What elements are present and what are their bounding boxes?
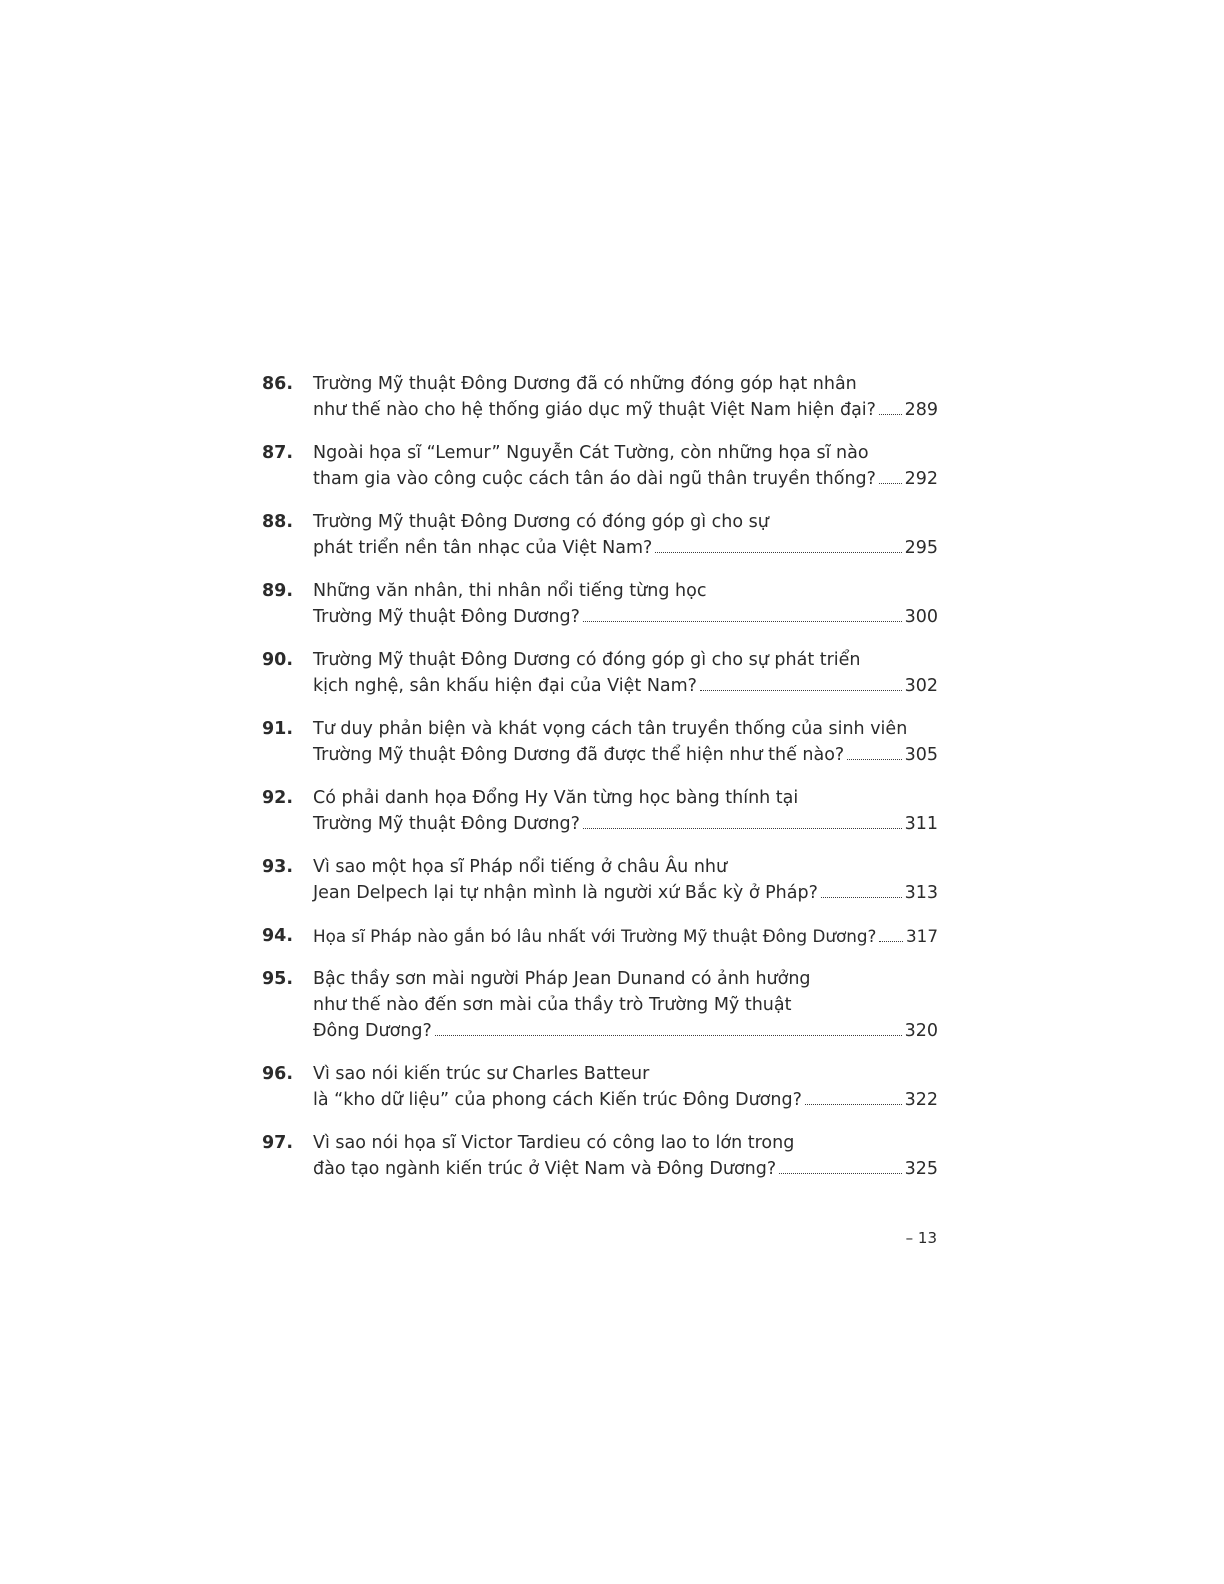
toc-entry-title-line: Trường Mỹ thuật Đông Dương có đóng góp gì cho sự — [313, 512, 769, 532]
toc-entry-title-line: Trường Mỹ thuật Đông Dương đã được thể hiện như thế nào? — [313, 745, 845, 765]
dot-leader — [847, 759, 901, 760]
toc-entry-page: 311 — [904, 814, 938, 834]
toc-entry-title — [313, 647, 938, 699]
toc-entry-last-line — [313, 923, 938, 949]
table-of-contents — [262, 371, 938, 1199]
toc-entry-number: 86. — [262, 374, 294, 394]
toc-entry-title-line: Vì sao nói họa sĩ Victor Tardieu có công lao to lớn trong — [313, 1133, 795, 1153]
toc-entry-title-line: Jean Delpech lại tự nhận mình là người xứ Bắc kỳ ở Pháp? — [313, 883, 818, 903]
toc-entry-title — [313, 785, 938, 837]
toc-entry-title — [313, 440, 938, 492]
toc-entry-number: 94. — [262, 926, 294, 946]
toc-entry — [262, 509, 938, 561]
toc-entry-title — [313, 578, 938, 630]
toc-entry-title-line: Tư duy phản biện và khát vọng cách tân truyền thống của sinh viên — [313, 719, 908, 739]
toc-entry-title — [313, 923, 938, 949]
dot-leader — [655, 552, 901, 553]
toc-entry-title-line: Vì sao một họa sĩ Pháp nổi tiếng ở châu Âu như — [313, 857, 728, 877]
toc-entry — [262, 371, 938, 423]
toc-entry — [262, 1130, 938, 1182]
toc-entry-number: 89. — [262, 581, 294, 601]
toc-entry-title-line: là “kho dữ liệu” của phong cách Kiến trúc Đông Dương? — [313, 1090, 802, 1110]
toc-entry-last-line — [313, 880, 938, 906]
toc-entry-title-line: Những văn nhân, thi nhân nổi tiếng từng học — [313, 581, 707, 601]
toc-entry-title-line: đào tạo ngành kiến trúc ở Việt Nam và Đông Dương? — [313, 1159, 777, 1179]
toc-entry-last-line — [313, 397, 938, 423]
dot-leader — [879, 414, 902, 415]
toc-entry-title-line: Bậc thầy sơn mài người Pháp Jean Dunand có ảnh hưởng — [313, 969, 811, 989]
toc-entry-title — [313, 854, 938, 906]
toc-entry-title-line: Trường Mỹ thuật Đông Dương? — [313, 814, 580, 834]
toc-entry — [262, 716, 938, 768]
dot-leader — [805, 1104, 902, 1105]
dot-leader — [583, 621, 902, 622]
toc-entry-title — [313, 1061, 938, 1113]
toc-entry — [262, 966, 938, 1044]
toc-entry-title-line: Trường Mỹ thuật Đông Dương có đóng góp gì cho sự phát triển — [313, 650, 861, 670]
toc-entry-last-line — [313, 1156, 938, 1182]
toc-entry-title-line: phát triển nền tân nhạc của Việt Nam? — [313, 538, 653, 558]
dot-leader — [779, 1173, 901, 1174]
toc-entry — [262, 440, 938, 492]
toc-entry-page: 320 — [904, 1021, 938, 1041]
toc-entry-title — [313, 509, 938, 561]
toc-entry-page: 302 — [904, 676, 938, 696]
toc-entry-last-line — [313, 1018, 938, 1044]
toc-entry — [262, 647, 938, 699]
toc-entry — [262, 1061, 938, 1113]
toc-entry-title-line: Trường Mỹ thuật Đông Dương? — [313, 607, 580, 627]
toc-entry-number: 95. — [262, 969, 294, 989]
toc-entry — [262, 854, 938, 906]
toc-entry — [262, 923, 938, 949]
toc-entry-title-line: Họa sĩ Pháp nào gắn bó lâu nhất với Trường Mỹ thuật Đông Dương? — [313, 926, 877, 946]
dot-leader — [700, 690, 902, 691]
toc-entry-title-line: như thế nào đến sơn mài của thầy trò Trường Mỹ thuật — [313, 995, 792, 1015]
toc-entry-last-line — [313, 811, 938, 837]
toc-entry-title — [313, 966, 938, 1044]
toc-entry-page: 317 — [906, 926, 938, 946]
toc-entry-number: 90. — [262, 650, 294, 670]
toc-entry-title-line: Có phải danh họa Đổng Hy Văn từng học bàng thính tại — [313, 788, 799, 808]
toc-entry-page: 325 — [904, 1159, 938, 1179]
toc-entry-page: 305 — [904, 745, 938, 765]
toc-entry-title — [313, 371, 938, 423]
toc-entry-number: 88. — [262, 512, 294, 532]
toc-entry-title-line: Đông Dương? — [313, 1021, 432, 1041]
toc-entry-number: 92. — [262, 788, 294, 808]
dot-leader — [879, 483, 902, 484]
dot-leader — [879, 941, 903, 942]
toc-entry-last-line — [313, 673, 938, 699]
toc-entry-number: 97. — [262, 1133, 294, 1153]
toc-entry-page: 295 — [904, 538, 938, 558]
toc-entry-page: 322 — [904, 1090, 938, 1110]
toc-entry-page: 300 — [904, 607, 938, 627]
toc-entry-page: 289 — [904, 400, 938, 420]
toc-entry-title-line: tham gia vào công cuộc cách tân áo dài ngũ thân truyền thống? — [313, 469, 876, 489]
toc-entry-last-line — [313, 1087, 938, 1113]
toc-entry-title — [313, 716, 938, 768]
toc-entry-last-line — [313, 535, 938, 561]
toc-entry-number: 91. — [262, 719, 294, 739]
toc-entry-title-line: Ngoài họa sĩ “Lemur” Nguyễn Cát Tường, còn những họa sĩ nào — [313, 443, 869, 463]
toc-entry-number: 93. — [262, 857, 294, 877]
toc-entry — [262, 785, 938, 837]
toc-entry-last-line — [313, 466, 938, 492]
toc-entry-number: 87. — [262, 443, 294, 463]
dot-leader — [583, 828, 902, 829]
dot-leader — [435, 1035, 902, 1036]
toc-entry-last-line — [313, 742, 938, 768]
toc-entry-title-line: kịch nghệ, sân khấu hiện đại của Việt Nam? — [313, 676, 697, 696]
toc-entry-number: 96. — [262, 1064, 294, 1084]
toc-entry-title-line: như thế nào cho hệ thống giáo dục mỹ thuật Việt Nam hiện đại? — [313, 400, 876, 420]
toc-entry-page: 313 — [904, 883, 938, 903]
toc-entry — [262, 578, 938, 630]
page-number: – 13 — [905, 1229, 937, 1247]
dot-leader — [821, 897, 902, 898]
toc-entry-title-line: Trường Mỹ thuật Đông Dương đã có những đóng góp hạt nhân — [313, 374, 857, 394]
toc-entry-title — [313, 1130, 938, 1182]
toc-entry-page: 292 — [904, 469, 938, 489]
toc-entry-last-line — [313, 604, 938, 630]
toc-entry-title-line: Vì sao nói kiến trúc sư Charles Batteur — [313, 1064, 650, 1084]
